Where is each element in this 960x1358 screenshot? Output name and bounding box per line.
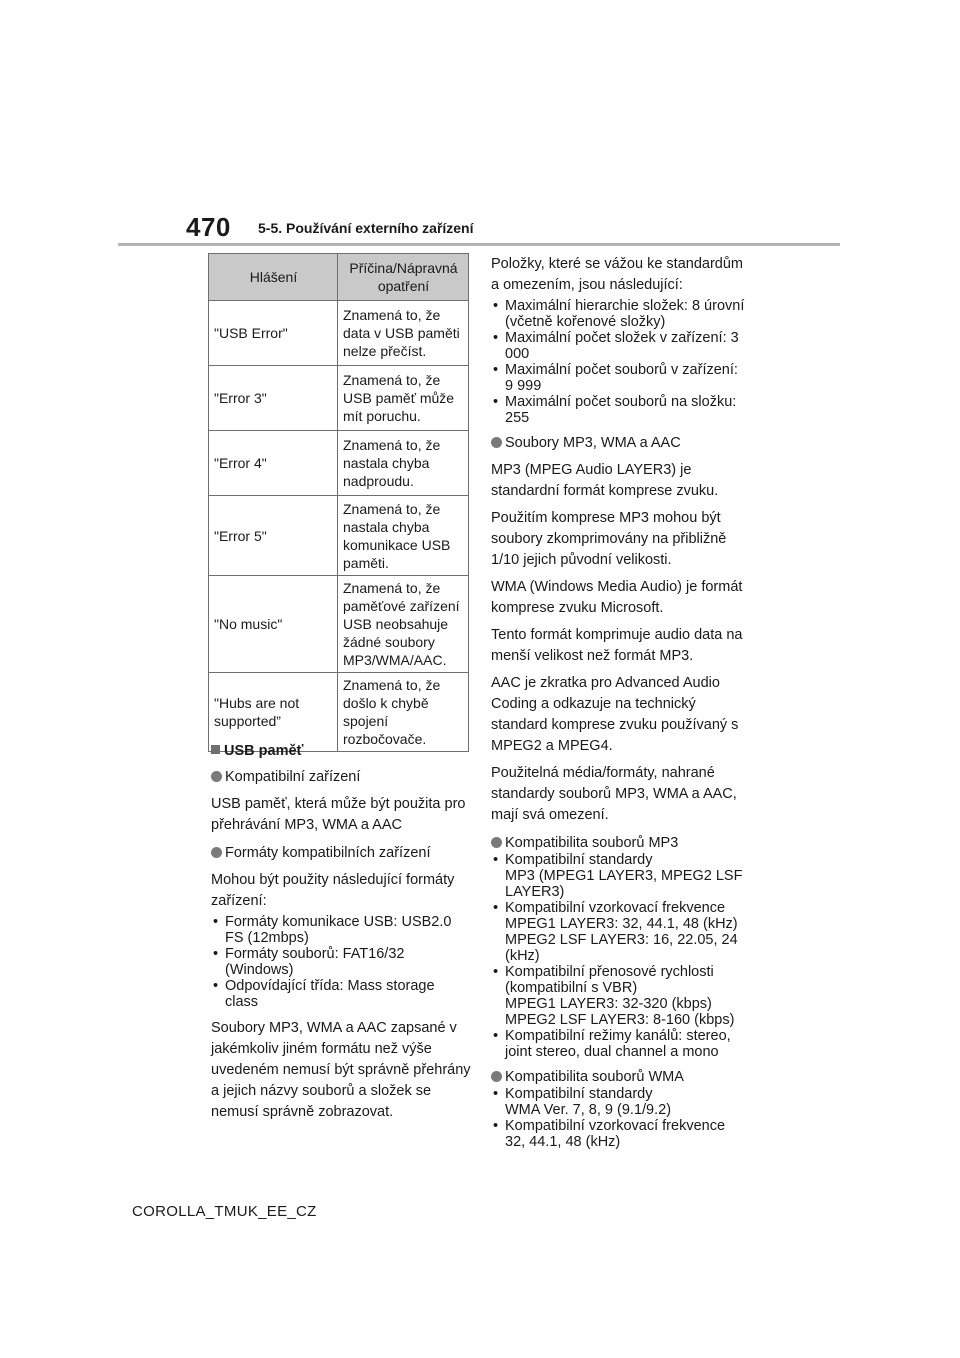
- files-paragraph: Tento formát komprimuje audio data na menší velikost než formát MP3.: [491, 627, 743, 664]
- table-cell-message: "Error 5": [209, 496, 338, 576]
- list-item: • Formáty komunikace USB: USB2.0 FS (12mbps): [211, 914, 471, 946]
- header-rule: [118, 243, 840, 246]
- list-item-detail: MPEG1 LAYER3: 32, 44.1, 48 (kHz): [505, 916, 738, 932]
- list-item-label: • Kompatibilní přenosové rychlosti (kompatibilní s VBR): [505, 964, 714, 996]
- table-cell-message: "Error 4": [209, 431, 338, 496]
- usb-memory-heading: [211, 742, 471, 760]
- table-row: [209, 496, 469, 576]
- compat-devices-heading-text: Kompatibilní zařízení: [225, 769, 361, 785]
- right-column: [491, 254, 749, 1158]
- table-cell-cause: Znamená to, že paměťové zařízení USB neobsahuje žádné soubory MP3/WMA/AAC.: [338, 576, 469, 673]
- mp3-compat-list: [491, 852, 749, 1060]
- list-item-label: • Kompatibilní standardy: [505, 1086, 653, 1102]
- device-formats-text: Mohou být použity následující formáty zařízení:: [211, 872, 455, 909]
- list-item: [491, 1086, 749, 1118]
- square-bullet-icon: [211, 745, 220, 754]
- usb-memory-heading-text: USB paměť: [224, 743, 304, 759]
- list-item-detail: MPEG2 LSF LAYER3: 16, 22.05, 24 (kHz): [505, 932, 738, 964]
- list-item: [491, 1118, 749, 1150]
- list-item: • Odpovídající třída: Mass storage class: [211, 978, 471, 1010]
- table-row: [209, 366, 469, 431]
- page-number: 470: [186, 212, 231, 242]
- table-cell-message: "Error 3": [209, 366, 338, 431]
- messages-table: [208, 253, 469, 752]
- compat-devices-heading: [211, 768, 471, 786]
- list-item: [491, 900, 749, 964]
- list-item: • Maximální počet složek v zařízení: 3 000: [491, 330, 749, 362]
- circle-bullet-icon: [211, 847, 222, 858]
- document-code: COROLLA_TMUK_EE_CZ: [132, 1203, 317, 1220]
- wma-compat-heading-text: Kompatibilita souborů WMA: [505, 1069, 684, 1085]
- table-row: [209, 576, 469, 673]
- compat-devices-text: USB paměť, která může být použita pro přehrávání MP3, WMA a AAC: [211, 796, 466, 833]
- list-item: [491, 1028, 749, 1060]
- section-title: 5-5. Používání externího zařízení: [258, 220, 474, 236]
- table-cell-cause: Znamená to, že nastala chyba nadproudu.: [338, 431, 469, 496]
- table-cell-cause: Znamená to, že data v USB paměti nelze přečíst.: [338, 301, 469, 366]
- files-paragraph: AAC je zkratka pro Advanced Audio Coding a odkazuje na technický standard komprese zvuku používaný s MPEG2 a MPEG4.: [491, 675, 739, 754]
- wma-compat-list: [491, 1086, 749, 1150]
- limits-intro: Položky, které se vážou ke standardům a omezením, jsou následující:: [491, 256, 743, 293]
- list-item: • Maximální hierarchie složek: 8 úrovní (včetně kořenové složky): [491, 298, 749, 330]
- list-item-detail: 32, 44.1, 48 (kHz): [505, 1134, 621, 1150]
- list-item-label: • Kompatibilní režimy kanálů: stereo, joint stereo, dual channel a mono: [505, 1028, 731, 1060]
- table-cell-cause: Znamená to, že nastala chyba komunikace USB paměti.: [338, 496, 469, 576]
- table-row: [209, 301, 469, 366]
- list-item-label: • Kompatibilní vzorkovací frekvence: [505, 1118, 726, 1134]
- table-header-cause: Příčina/Nápravná opatření: [338, 254, 469, 301]
- device-formats-heading: [211, 844, 471, 862]
- files-paragraph: WMA (Windows Media Audio) je formát komprese zvuku Microsoft.: [491, 579, 743, 616]
- circle-bullet-icon: [211, 771, 222, 782]
- table-cell-message: "Hubs are not supported”: [209, 673, 338, 752]
- left-column: [211, 742, 471, 1129]
- list-item-detail: MP3 (MPEG1 LAYER3, MPEG2 LSF LAYER3): [505, 868, 743, 900]
- mp3-compat-heading-text: Kompatibilita souborů MP3: [505, 835, 679, 851]
- files-paragraph: Použitelná média/formáty, nahrané standardy souborů MP3, WMA a AAC, mají svá omezení.: [491, 765, 737, 823]
- list-item: • Maximální počet souborů na složku: 255: [491, 394, 749, 426]
- table-cell-message: "USB Error": [209, 301, 338, 366]
- circle-bullet-icon: [491, 837, 502, 848]
- device-formats-heading-text: Formáty kompatibilních zařízení: [225, 845, 431, 861]
- circle-bullet-icon: [491, 1071, 502, 1082]
- files-paragraph: Použitím komprese MP3 mohou být soubory zkomprimovány na přibližně 1/10 jejich původní velikosti.: [491, 510, 727, 568]
- list-item-detail: WMA Ver. 7, 8, 9 (9.1/9.2): [505, 1102, 672, 1118]
- list-item: • Formáty souborů: FAT16/32 (Windows): [211, 946, 471, 978]
- table-cell-cause: Znamená to, že došlo k chybě spojení rozbočovače.: [338, 673, 469, 752]
- files-heading-text: Soubory MP3, WMA a AAC: [505, 435, 681, 451]
- files-paragraph: MP3 (MPEG Audio LAYER3) je standardní formát komprese zvuku.: [491, 462, 719, 499]
- table-cell-cause: Znamená to, že USB paměť může mít poruchu.: [338, 366, 469, 431]
- limits-list: [491, 298, 749, 426]
- list-item-detail: MPEG2 LSF LAYER3: 8-160 (kbps): [505, 1012, 735, 1028]
- list-item-label: • Kompatibilní standardy: [505, 852, 653, 868]
- list-item-detail: MPEG1 LAYER3: 32-320 (kbps): [505, 996, 712, 1012]
- files-heading: [491, 434, 749, 452]
- wma-compat-heading: [491, 1068, 749, 1086]
- device-formats-list: [211, 914, 471, 1010]
- list-item: [491, 852, 749, 900]
- table-row: [209, 673, 469, 752]
- table-row: [209, 431, 469, 496]
- table-header-message: Hlášení: [209, 254, 338, 301]
- format-warning-text: Soubory MP3, WMA a AAC zapsané v jakémkoliv jiném formátu než výše uvedeném nemusí být správně přehrány a jejich názvy souborů a složek se nemusí správně zobrazovat.: [211, 1020, 471, 1120]
- mp3-compat-heading: [491, 834, 749, 852]
- list-item: • Maximální počet souborů v zařízení: 9 999: [491, 362, 749, 394]
- list-item: [491, 964, 749, 1028]
- table-header-row: [209, 254, 469, 301]
- circle-bullet-icon: [491, 437, 502, 448]
- list-item-label: • Kompatibilní vzorkovací frekvence: [505, 900, 726, 916]
- table-cell-message: "No music": [209, 576, 338, 673]
